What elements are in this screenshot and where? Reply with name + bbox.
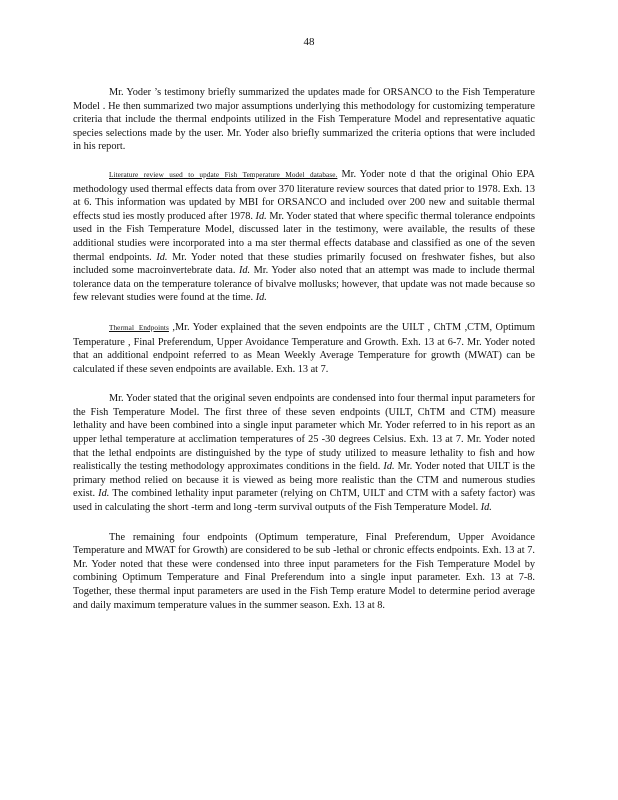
paragraph-testimony-summary (73, 86, 535, 154)
paragraph-text: Mr. Yoder ’s testimony briefly summarized the updates made for ORSANCO to the Fish Temperature Model . He then summarized two major assumptions underlying this methodology for customizing temperature criteria that include the thermal endpoints utilized in the Fish Temperature Model and representative aquatic species selections made by the user. Mr. Yoder also briefly summarized the criteria options that were included in his report. (73, 87, 535, 153)
citation-id: Id. (98, 488, 110, 500)
paragraph-literature-review (73, 168, 535, 305)
document-body (73, 86, 535, 627)
paragraph-text: Mr. Yoder stated that where specific thermal tolerance endpoints used in the Fish Temperature Model, discussed later in the testimony, were available, the results of these additional studies were incorporated into a ma ster thermal effects database and classified as one of the seven thermal endpoints. (73, 210, 535, 263)
paragraph-text: Mr. Yoder noted that these studies primarily focused on freshwater fishes, but also included some macroinvertebrate data. (73, 251, 535, 277)
paragraph-sublethal-endpoints (73, 531, 535, 613)
paragraph-text: Mr. Yoder note d that the original Ohio EPA methodology used thermal effects data from over 370 literature review sources that dated prior to 1978. Exh. 13 at 6. This information was updated by MBI for ORSANCO and included over 200 new and suitable thermal effects stud ies mostly produced after 1978. (73, 168, 535, 222)
citation-id: Id. (255, 292, 267, 304)
citation-id: Id. (238, 265, 251, 277)
section-heading-literature-review: Literature review used to update Fish Temperature Model database. (109, 170, 338, 179)
page-number: 48 (303, 36, 315, 48)
paragraph-text: Mr. Yoder noted that UILT is the primary method relied on because it is viewed as being more realistic than the CTM and numerous studies exist. (73, 461, 536, 500)
citation-id: Id. (156, 251, 168, 263)
section-heading-thermal-endpoints: Thermal Endpoints (109, 323, 169, 332)
paragraph-thermal-endpoints (73, 321, 535, 376)
citation-id: Id. (255, 210, 267, 222)
paragraph-text: The combined lethality input parameter (relying on ChTM, UILT and CTM with a safety factor) was used in calculating the short -term and long -term survival outputs of the Fish Temperature Model. (73, 488, 535, 514)
paragraph-text: Mr. Yoder also noted that an attempt was made to include thermal tolerance data on the temperature tolerance of bivalve mollusks; however, that update was not made because so few relevant studies were found at the time. (73, 265, 535, 304)
paragraph-text: The remaining four endpoints (Optimum temperature, Final Preferendum, Upper Avoidance Temperature and MWAT for Growth) are considered to be sub -lethal or chronic effects endpoints. Exh. 13 at 7. Mr. Yoder noted that these were condensed into three input parameters for the Fish Temperature Model by combining Optimum Temperature and Final Preferendum into a single input parameter. Exh. 13 at 7-8. Together, these thermal input parameters are used in the Fish Temp erature Model to determine period average and daily maximum temperature values in the summer season. Exh. 13 at 8. (73, 531, 535, 611)
citation-id: Id. (383, 461, 395, 473)
citation-id: Id. (480, 502, 492, 514)
paragraph-text: Mr. Yoder stated that the original seven endpoints are condensed into four thermal input parameters for the Fish Temperature Model. The first three of these seven endpoints (UILT, ChTM and CTM) measure lethality and have been combined into a single input parameter which Mr. Yoder referred to in his report as an upper lethal temperature at acclimation temperatures of 25 -30 degrees Celsius. Exh. 13 at 7. Mr. Yoder noted that the lethal endpoints are distinguished by the type of study utilized to measure lethality to fish and how realistically the testing methodology approximates conditions in the field. (73, 393, 535, 473)
paragraph-text: ,Mr. Yoder explained that the seven endpoints are the UILT , ChTM ,CTM, Optimum Temperature , Final Preferendum, Upper Avoidance Temperature and Growth. Exh. 13 at 6-7. Mr. Yoder noted that an additional endpoint referred to as Mean Weekly Average Temperature for growth (MWAT) can be calculated if these seven endpoints are available. Exh. 13 at 7. (73, 321, 535, 375)
paragraph-condensed-endpoints (73, 392, 535, 514)
